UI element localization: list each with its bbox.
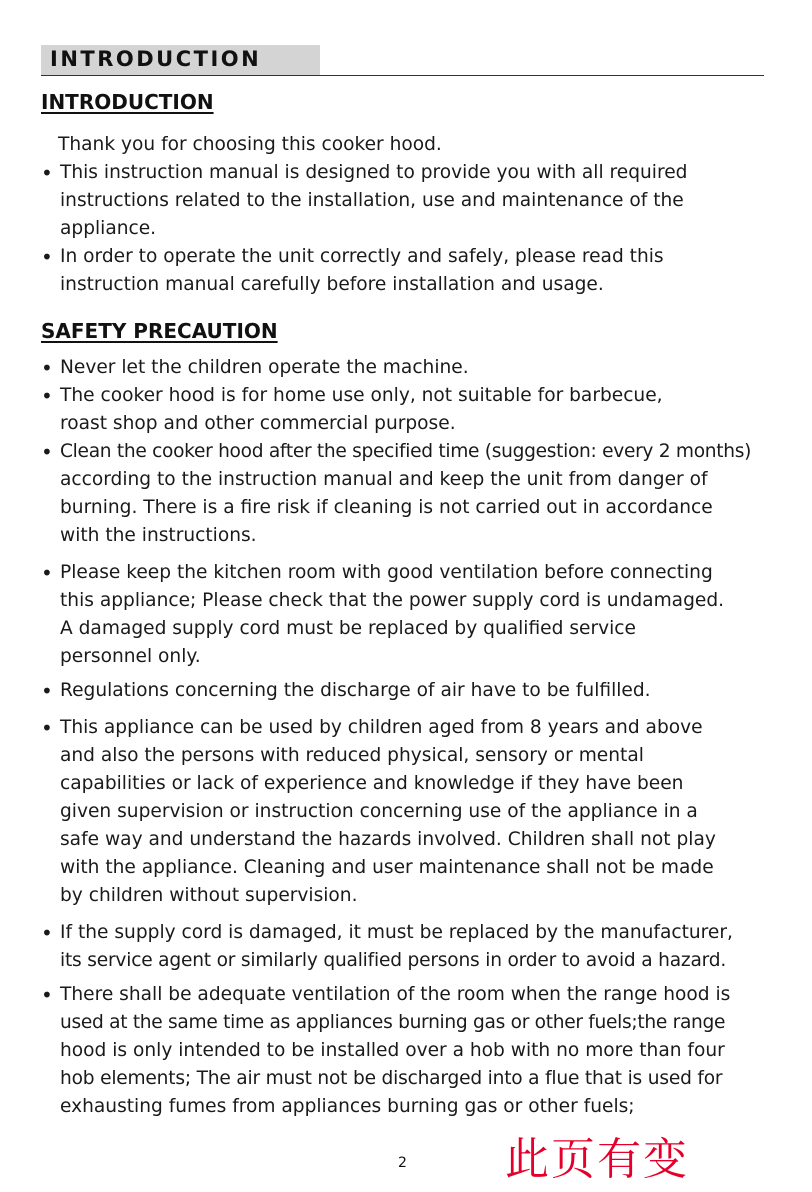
bullet-line: according to the instruction manual and keep the unit from danger of — [60, 469, 708, 490]
bullet-line: used at the same time as appliances burning gas or other fuels;the range — [60, 1012, 726, 1033]
bullet-line: burning. There is a fire risk if cleaning is not carried out in accordance — [60, 497, 713, 518]
bullet-line: exhausting fumes from appliances burning gas or other fuels; — [60, 1096, 635, 1117]
bullet-line: • Regulations concerning the discharge of air have to be fulfilled. — [41, 677, 791, 705]
introduction-bullet-1 — [41, 159, 791, 243]
bullet-line: hood is only intended to be installed over a hob with no more than four — [60, 1040, 725, 1061]
introduction-lead — [41, 131, 791, 159]
bullet-line: hob elements; The air must not be discharged into a flue that is used for — [60, 1068, 723, 1089]
bullet-line: • Never let the children operate the machine. — [41, 354, 791, 382]
bullet-line: capabilities or lack of experience and knowledge if they have been — [60, 773, 684, 794]
safety-bullet-7 — [41, 919, 791, 975]
bullet-line: this appliance; Please check that the power supply cord is undamaged. — [60, 590, 725, 611]
introduction-heading: INTRODUCTION — [41, 90, 214, 114]
safety-bullet-4 — [41, 559, 791, 671]
safety-heading: SAFETY PRECAUTION — [41, 319, 278, 343]
bullet-line: • Clean the cooker hood after the specified time (suggestion: every 2 months) — [41, 438, 791, 466]
bullet-line: with the instructions. — [60, 525, 257, 546]
bullet-line: personnel only. — [60, 646, 201, 667]
safety-bullet-3 — [41, 438, 791, 550]
revision-stamp: 此页有变 — [505, 1134, 689, 1185]
bullet-line: and also the persons with reduced physical, sensory or mental — [60, 745, 644, 766]
bullet-line: • In order to operate the unit correctly and safely, please read this — [41, 243, 791, 271]
bullet-line: appliance. — [60, 218, 157, 239]
introduction-bullet-2 — [41, 243, 791, 299]
section-header-band — [41, 45, 320, 75]
page-number: 2 — [398, 1155, 407, 1171]
bullet-line: • If the supply cord is damaged, it must be replaced by the manufacturer, — [41, 919, 791, 947]
bullet-line: instructions related to the installation, use and maintenance of the — [60, 190, 684, 211]
bullet-line: A damaged supply cord must be replaced by qualified service — [60, 618, 636, 639]
bullet-line: by children without supervision. — [60, 885, 358, 906]
bullet-line: • The cooker hood is for home use only, not suitable for barbecue, — [41, 382, 791, 410]
safety-bullet-5 — [41, 677, 791, 705]
section-header-label: INTRODUCTION — [50, 47, 262, 71]
bullet-line: • This instruction manual is designed to provide you with all required — [41, 159, 791, 187]
introduction-lead-text: Thank you for choosing this cooker hood. — [58, 134, 442, 155]
bullet-line: with the appliance. Cleaning and user maintenance shall not be made — [60, 857, 714, 878]
bullet-line: • This appliance can be used by children aged from 8 years and above — [41, 714, 791, 742]
bullet-line: given supervision or instruction concerning use of the appliance in a — [60, 801, 698, 822]
safety-bullet-6 — [41, 714, 791, 910]
safety-bullet-8 — [41, 981, 791, 1121]
bullet-line: instruction manual carefully before installation and usage. — [60, 274, 604, 295]
bullet-line: • There shall be adequate ventilation of the room when the range hood is — [41, 981, 791, 1009]
safety-bullet-2 — [41, 382, 791, 438]
safety-bullet-1 — [41, 354, 791, 382]
bullet-line: • Please keep the kitchen room with good ventilation before connecting — [41, 559, 791, 587]
bullet-line: safe way and understand the hazards involved. Children shall not play — [60, 829, 716, 850]
bullet-line: its service agent or similarly qualified persons in order to avoid a hazard. — [60, 950, 727, 971]
header-divider — [41, 75, 764, 76]
bullet-line: roast shop and other commercial purpose. — [60, 413, 456, 434]
